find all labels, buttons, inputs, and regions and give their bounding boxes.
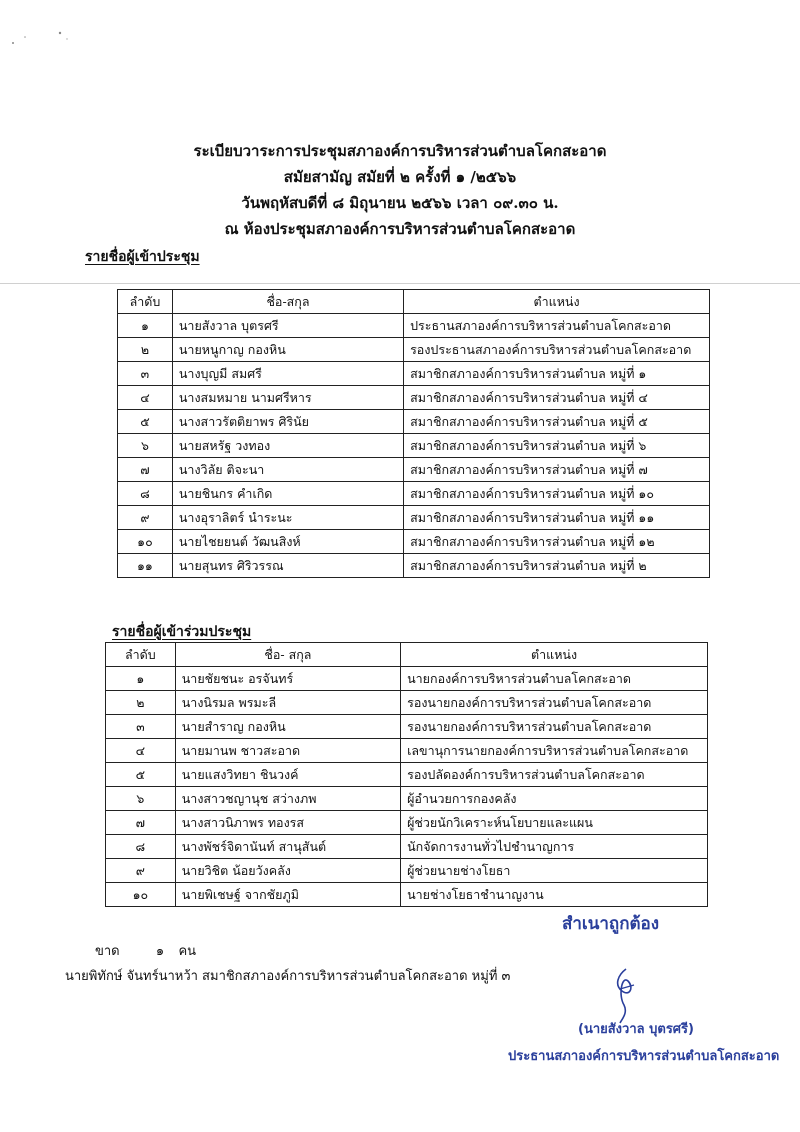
- header-line-4: ณ ห้องประชุมสภาองค์การบริหารส่วนตำบลโคกสะอาด: [224, 220, 576, 238]
- row-number-cell: ๕: [118, 410, 173, 434]
- row-name-cell: นายแสงวิทยา ชินวงค์: [175, 763, 400, 787]
- row-name-cell: นายมานพ ชาวสะอาด: [175, 739, 400, 763]
- row-number-cell: ๙: [118, 506, 173, 530]
- row-position-cell: นายกองค์การบริหารส่วนตำบลโคกสะอาด: [401, 667, 708, 691]
- table-row: [106, 691, 708, 715]
- absent-detail: นายพิทักษ์ จันทร์นาหว้า สมาชิกสภาองค์การบริหารส่วนตำบลโคกสะอาด หมู่ที่ ๓: [65, 969, 511, 984]
- table-row: [106, 667, 708, 691]
- row-position-cell: นายช่างโยธาชำนาญงาน: [401, 883, 708, 907]
- row-position-cell: สมาชิกสภาองค์การบริหารส่วนตำบล หมู่ที่ ๗: [404, 458, 710, 482]
- table-row: [106, 787, 708, 811]
- table-row: [106, 715, 708, 739]
- row-name-cell: นายสหรัฐ วงทอง: [172, 434, 403, 458]
- row-name-cell: นางบุญมี สมศรี: [172, 362, 403, 386]
- participants-section-title: รายชื่อผู้เข้าร่วมประชุม: [112, 624, 252, 640]
- table-header-row: [106, 643, 708, 667]
- header-line-2: สมัยสามัญ สมัยที่ ๒ ครั้งที่ ๑ /๒๕๖๖: [283, 168, 517, 186]
- row-position-cell: รองปลัดองค์การบริหารส่วนตำบลโคกสะอาด: [401, 763, 708, 787]
- row-position-cell: สมาชิกสภาองค์การบริหารส่วนตำบล หมู่ที่ ๑๒: [404, 530, 710, 554]
- scan-line: [0, 283, 800, 284]
- row-number-cell: ๖: [106, 787, 176, 811]
- scan-speck-marks: [5, 25, 85, 55]
- row-position-cell: สมาชิกสภาองค์การบริหารส่วนตำบล หมู่ที่ ๑๐: [404, 482, 710, 506]
- table-row: [118, 458, 710, 482]
- table-row: [118, 482, 710, 506]
- row-position-cell: สมาชิกสภาองค์การบริหารส่วนตำบล หมู่ที่ ๕: [404, 410, 710, 434]
- row-name-cell: นางสาวรัตติยาพร ศิรินัย: [172, 410, 403, 434]
- row-number-cell: ๗: [106, 811, 176, 835]
- table-row: [106, 859, 708, 883]
- row-name-cell: นายสำราญ กองหิน: [175, 715, 400, 739]
- row-number-cell: ๓: [106, 715, 176, 739]
- row-name-cell: นายหนูกาญ กองหิน: [172, 338, 403, 362]
- row-name-cell: นายไชยยนต์ วัฒนสิงห์: [172, 530, 403, 554]
- row-name-cell: นายสังวาล บุตรศรี: [172, 314, 403, 338]
- column-header-position: ตำแหน่ง: [404, 290, 710, 314]
- header-line-3: วันพฤหัสบดีที่ ๘ มิถุนายน ๒๕๖๖ เวลา ๐๙.๓๐ น.: [241, 194, 559, 212]
- row-position-cell: สมาชิกสภาองค์การบริหารส่วนตำบล หมู่ที่ ๑๑: [404, 506, 710, 530]
- row-position-cell: รองนายกองค์การบริหารส่วนตำบลโคกสะอาด: [401, 691, 708, 715]
- table-row: [118, 434, 710, 458]
- row-name-cell: นายสุนทร ศิริวรรณ: [172, 554, 403, 578]
- header-line-1: ระเบียบวาระการประชุมสภาองค์การบริหารส่วนตำบลโคกสะอาด: [193, 142, 607, 160]
- absent-summary: [95, 940, 196, 961]
- table-row: [118, 410, 710, 434]
- row-position-cell: สมาชิกสภาองค์การบริหารส่วนตำบล หมู่ที่ ๖: [404, 434, 710, 458]
- row-position-cell: ผู้อำนวยการกองคลัง: [401, 787, 708, 811]
- table-row: [106, 883, 708, 907]
- table-row: [118, 386, 710, 410]
- absent-label: ขาด: [95, 944, 120, 959]
- row-number-cell: ๑๐: [106, 883, 176, 907]
- row-name-cell: นางนิรมล พรมะลี: [175, 691, 400, 715]
- row-name-cell: นางสาวนิภาพร ทองรส: [175, 811, 400, 835]
- table-row: [118, 338, 710, 362]
- table-header-row: [118, 290, 710, 314]
- row-number-cell: ๑: [106, 667, 176, 691]
- row-position-cell: รองประธานสภาองค์การบริหารส่วนตำบลโคกสะอาด: [404, 338, 710, 362]
- row-number-cell: ๑๑: [118, 554, 173, 578]
- row-number-cell: ๖: [118, 434, 173, 458]
- row-position-cell: สมาชิกสภาองค์การบริหารส่วนตำบล หมู่ที่ ๑: [404, 362, 710, 386]
- row-number-cell: ๗: [118, 458, 173, 482]
- row-number-cell: ๑๐: [118, 530, 173, 554]
- row-name-cell: นายพิเชษฐ์ จากชัยภูมิ: [175, 883, 400, 907]
- column-header-position: ตำแหน่ง: [401, 643, 708, 667]
- row-number-cell: ๒: [106, 691, 176, 715]
- row-number-cell: ๔: [106, 739, 176, 763]
- table-row: [118, 554, 710, 578]
- row-number-cell: ๙: [106, 859, 176, 883]
- participants-table: [105, 642, 708, 907]
- row-number-cell: ๒: [118, 338, 173, 362]
- column-header-name: ชื่อ- สกุล: [175, 643, 400, 667]
- handwritten-signature: [600, 965, 650, 1025]
- row-number-cell: ๔: [118, 386, 173, 410]
- signatory-name: (นายสังวาล บุตรศรี): [578, 1022, 694, 1037]
- table-row: [106, 811, 708, 835]
- attendees-section-title: รายชื่อผู้เข้าประชุม: [85, 249, 200, 265]
- row-position-cell: ประธานสภาองค์การบริหารส่วนตำบลโคกสะอาด: [404, 314, 710, 338]
- row-position-cell: สมาชิกสภาองค์การบริหารส่วนตำบล หมู่ที่ ๔: [404, 386, 710, 410]
- table-row: [118, 362, 710, 386]
- row-name-cell: นางพัชร์จิดานันท์ สานุสันต์: [175, 835, 400, 859]
- row-name-cell: นางสาวชญานุช สว่างภพ: [175, 787, 400, 811]
- row-name-cell: นายชัยชนะ อรจันทร์: [175, 667, 400, 691]
- row-number-cell: ๘: [106, 835, 176, 859]
- table-row: [106, 739, 708, 763]
- row-position-cell: เลขานุการนายกองค์การบริหารส่วนตำบลโคกสะอาด: [401, 739, 708, 763]
- row-name-cell: นางอุราลิตร์ นำระนะ: [172, 506, 403, 530]
- row-number-cell: ๓: [118, 362, 173, 386]
- row-name-cell: นางสมหมาย นามศรีหาร: [172, 386, 403, 410]
- row-position-cell: นักจัดการงานทั่วไปชำนาญการ: [401, 835, 708, 859]
- row-position-cell: รองนายกองค์การบริหารส่วนตำบลโคกสะอาด: [401, 715, 708, 739]
- column-header-name: ชื่อ-สกุล: [172, 290, 403, 314]
- row-name-cell: นายชินกร คำเกิด: [172, 482, 403, 506]
- row-position-cell: สมาชิกสภาองค์การบริหารส่วนตำบล หมู่ที่ ๒: [404, 554, 710, 578]
- table-row: [118, 530, 710, 554]
- table-row: [118, 506, 710, 530]
- absent-unit: คน: [178, 944, 197, 959]
- row-number-cell: ๑: [118, 314, 173, 338]
- row-name-cell: นางวิลัย ติจะนา: [172, 458, 403, 482]
- column-header-no: ลำดับ: [118, 290, 173, 314]
- table-row: [106, 763, 708, 787]
- table-row: [106, 835, 708, 859]
- table-row: [118, 314, 710, 338]
- row-number-cell: ๘: [118, 482, 173, 506]
- absent-count: ๑: [155, 944, 165, 959]
- attendees-table: [117, 289, 710, 578]
- row-name-cell: นายวิชิต น้อยวังคลัง: [175, 859, 400, 883]
- row-position-cell: ผู้ช่วยนักวิเคราะห์นโยบายและแผน: [401, 811, 708, 835]
- document-header: [0, 138, 800, 242]
- row-number-cell: ๕: [106, 763, 176, 787]
- certified-copy-stamp: สำเนาถูกต้อง: [562, 914, 660, 934]
- row-position-cell: ผู้ช่วยนายช่างโยธา: [401, 859, 708, 883]
- column-header-no: ลำดับ: [106, 643, 176, 667]
- signatory-title: ประธานสภาองค์การบริหารส่วนตำบลโคกสะอาด: [508, 1049, 780, 1064]
